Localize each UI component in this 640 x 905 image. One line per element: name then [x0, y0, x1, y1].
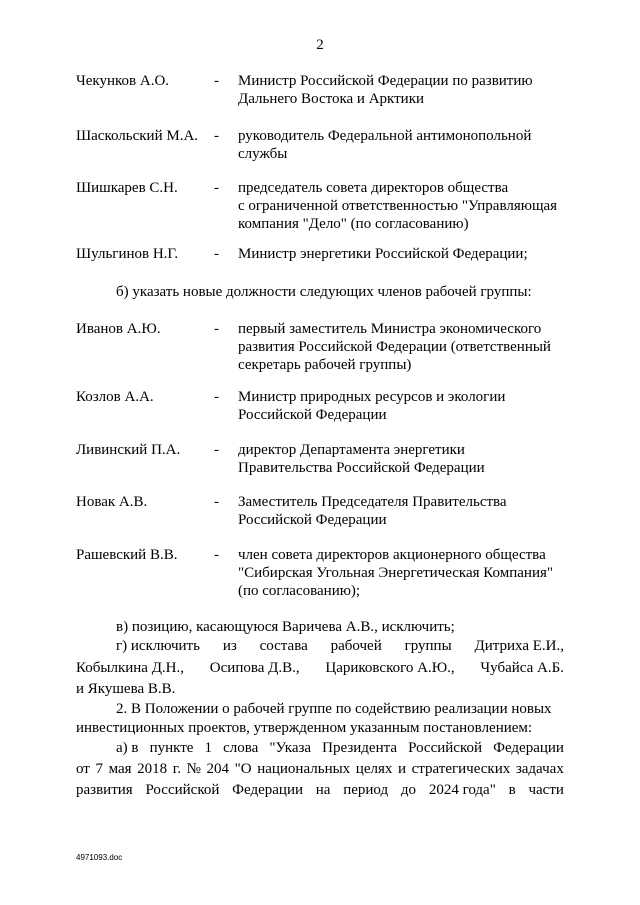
- member-dash: -: [214, 180, 219, 196]
- member-role-line: с ограниченной ответственностью "Управляющая: [238, 198, 558, 214]
- word: Осипова Д.В.,: [209, 660, 300, 676]
- member-role-line: Министр энергетики Российской Федерации;: [238, 246, 528, 262]
- word: национальных: [257, 761, 351, 777]
- word: целях: [355, 761, 393, 777]
- word: 1: [204, 740, 213, 756]
- paragraph-2-line-2: инвестиционных проектов, утвержденном указанным постановлением:: [76, 720, 533, 736]
- member-dash: -: [214, 442, 219, 458]
- member-role-line: (по согласованию);: [238, 583, 361, 599]
- member-dash: -: [214, 73, 219, 89]
- member-role-line: член совета директоров акционерного общества: [238, 547, 546, 563]
- word: Федерации: [232, 782, 303, 798]
- word: 2018: [137, 761, 168, 777]
- member-name: Иванов А.Ю.: [76, 321, 161, 337]
- member-name: Ливинский П.А.: [76, 442, 181, 458]
- member-role: [238, 127, 568, 163]
- member-role-line: председатель совета директоров общества: [238, 180, 509, 196]
- member-role: [238, 546, 568, 600]
- word: части: [528, 782, 564, 798]
- word: Цариковского А.Ю.,: [325, 660, 455, 676]
- word: 7: [95, 761, 103, 777]
- word: г.: [172, 761, 181, 777]
- member-name: Чекунков А.О.: [76, 73, 170, 89]
- intro-b-text: б) указать новые должности следующих членов рабочей группы:: [116, 284, 532, 300]
- word: №: [186, 761, 201, 777]
- word: и: [397, 761, 407, 777]
- document-filename: 4971093.doc: [76, 853, 123, 862]
- member-role-line: компания "Дело" (по согласованию): [238, 216, 469, 232]
- word: 2024 года": [428, 782, 496, 798]
- member-role-line: Министр Российской Федерации по развитию: [238, 73, 533, 89]
- paragraph-a-line-3: [76, 781, 564, 799]
- member-role-line: службы: [238, 146, 288, 162]
- member-dash: -: [214, 128, 219, 144]
- word: Федерации: [493, 740, 564, 756]
- member-role: [238, 245, 568, 263]
- paragraph-g-line-2: [76, 659, 564, 677]
- member-role-line: развития Российской Федерации (ответственный: [238, 339, 551, 355]
- paragraph-g-line-1: [116, 637, 564, 655]
- member-role-line: директор Департамента энергетики: [238, 442, 465, 458]
- paragraph-g-line-3: и Якушева В.В.: [76, 681, 176, 697]
- word: Кобылкина Д.Н.,: [76, 660, 185, 676]
- page-number: 2: [316, 37, 324, 53]
- word: стратегических: [411, 761, 511, 777]
- member-name: Шаскольский М.А.: [76, 128, 199, 144]
- member-role-line: "Сибирская Угольная Энергетическая Компания": [238, 565, 553, 581]
- word: из: [222, 638, 237, 654]
- word: в: [508, 782, 516, 798]
- member-role-line: руководитель Федеральной антимонопольной: [238, 128, 532, 144]
- word: Дитриха Е.И.,: [474, 638, 564, 654]
- word: а) в: [116, 740, 139, 756]
- member-name: Шульгинов Н.Г.: [76, 246, 179, 262]
- member-role: [238, 179, 568, 233]
- word: задачах: [515, 761, 564, 777]
- paragraph-2-line-1: 2. В Положении о рабочей группе по содействию реализации новых: [116, 701, 552, 717]
- member-role-line: Российской Федерации: [238, 407, 387, 423]
- member-dash: -: [214, 494, 219, 510]
- paragraph-a-line-2: [76, 760, 564, 778]
- member-role-line: Заместитель Председателя Правительства: [238, 494, 507, 510]
- word: 204: [206, 761, 229, 777]
- word: состава: [259, 638, 308, 654]
- word: рабочей: [330, 638, 382, 654]
- member-name: Шишкарев С.Н.: [76, 180, 178, 196]
- member-role: [238, 320, 568, 374]
- word: пункте: [149, 740, 194, 756]
- member-role-line: Российской Федерации: [238, 512, 387, 528]
- member-dash: -: [214, 547, 219, 563]
- member-name: Рашевский В.В.: [76, 547, 178, 563]
- member-role-line: Министр природных ресурсов и экологии: [238, 389, 506, 405]
- word: г) исключить: [116, 638, 200, 654]
- member-role-line: первый заместитель Министра экономического: [238, 321, 542, 337]
- member-dash: -: [214, 321, 219, 337]
- word: Чубайса А.Б.: [480, 660, 564, 676]
- member-dash: -: [214, 246, 219, 262]
- member-role-line: Дальнего Востока и Арктики: [238, 91, 425, 107]
- member-role: [238, 72, 568, 108]
- word: группы: [404, 638, 452, 654]
- member-role: [238, 493, 568, 529]
- word: развития: [76, 782, 133, 798]
- word: Российской: [408, 740, 483, 756]
- member-role: [238, 388, 568, 424]
- paragraph-v-text: в) позицию, касающуюся Варичева А.В., исключить;: [116, 619, 455, 635]
- member-role-line: секретарь рабочей группы): [238, 357, 412, 373]
- word: слова: [223, 740, 259, 756]
- word: от: [76, 761, 90, 777]
- member-name: Новак А.В.: [76, 494, 148, 510]
- word: Российской: [145, 782, 220, 798]
- member-role-line: Правительства Российской Федерации: [238, 460, 485, 476]
- member-role: [238, 441, 568, 477]
- word: "О: [234, 761, 252, 777]
- paragraph-a-line-1: [116, 739, 564, 757]
- word: Президента: [322, 740, 398, 756]
- word: на: [315, 782, 331, 798]
- word: мая: [108, 761, 132, 777]
- word: период: [343, 782, 389, 798]
- member-dash: -: [214, 389, 219, 405]
- member-name: Козлов А.А.: [76, 389, 154, 405]
- word: "Указа: [269, 740, 312, 756]
- word: до: [400, 782, 417, 798]
